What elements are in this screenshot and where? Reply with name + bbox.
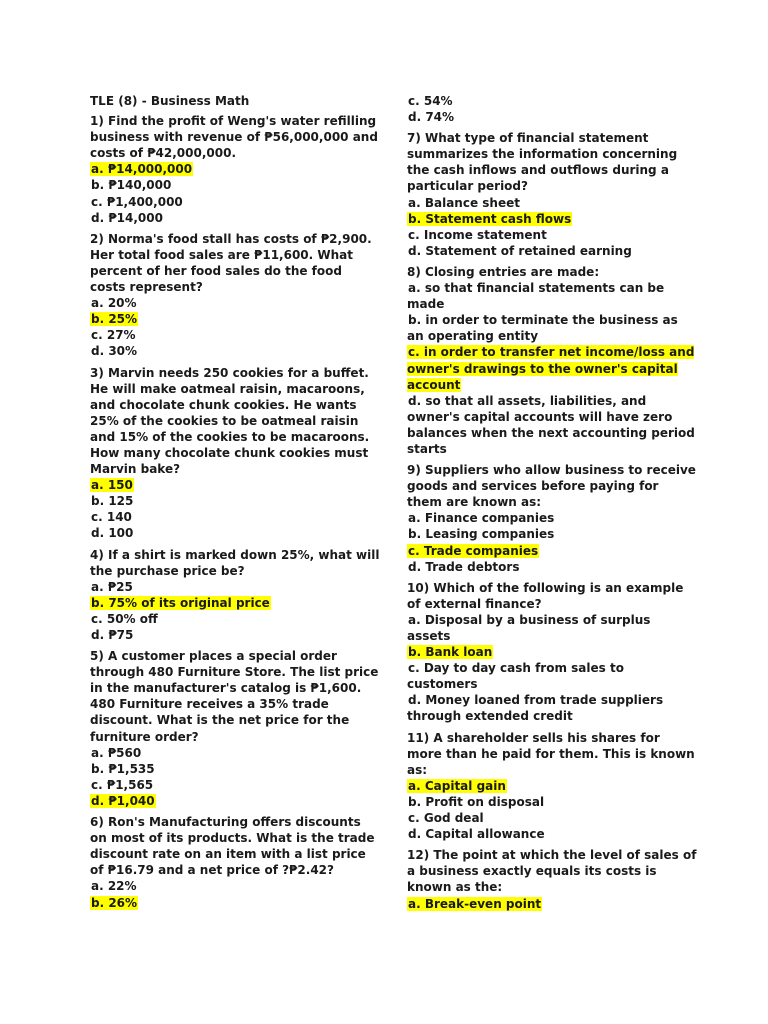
answer-option-highlighted xyxy=(90,477,380,493)
answer-option-text: c. 50% off xyxy=(91,611,158,626)
answer-option-text: d. 30% xyxy=(91,344,138,359)
answer-option xyxy=(407,526,697,542)
answer-option xyxy=(407,280,697,312)
answer-option-text: a. 20% xyxy=(91,296,137,311)
answer-option xyxy=(407,612,697,644)
document-title: TLE (8) - Business Math xyxy=(90,94,250,108)
question-block xyxy=(407,847,697,911)
question-block xyxy=(90,365,380,542)
answer-option-highlighted xyxy=(407,896,697,912)
question-stem: 7) What type of financial statement summarizes the information concerning the cash inflows and outflows during a particular period? xyxy=(407,131,678,194)
answer-option-text: b. Statement cash flows xyxy=(408,211,572,226)
answer-option xyxy=(407,826,697,842)
answer-option-text: b. in order to terminate the business as an operating entity xyxy=(407,313,678,344)
answer-option-text: a. ₱25 xyxy=(91,579,133,594)
answer-option-text: b. Bank loan xyxy=(408,645,493,660)
answer-option xyxy=(90,611,380,627)
answer-option-text: a. ₱14,000,000 xyxy=(91,162,193,177)
answer-option xyxy=(90,525,380,541)
answer-option-text: d. Money loaned from trade suppliers through extended credit xyxy=(407,693,664,724)
question-block xyxy=(407,580,697,725)
answer-option-highlighted xyxy=(90,793,380,809)
answer-option-text: c. 54% xyxy=(408,94,453,108)
answer-option-text: b. 75% of its original price xyxy=(91,595,270,610)
question-stem: 6) Ron's Manufacturing offers discounts on most of its products. What is the trade discount rate on an item with a list price of ₱16.79 and a net price of ?₱2.42? xyxy=(90,815,375,878)
answer-option xyxy=(407,794,697,810)
answer-option-text: a. 150 xyxy=(91,478,133,493)
answer-option xyxy=(407,109,697,125)
answer-option xyxy=(90,295,380,311)
question-block xyxy=(407,93,697,125)
question-stem: 8) Closing entries are made: xyxy=(407,264,600,279)
answer-option xyxy=(407,195,697,211)
answer-option-text: d. Capital allowance xyxy=(408,827,545,842)
question-stem: 10) Which of the following is an example of external finance? xyxy=(407,580,684,611)
question-block xyxy=(407,264,697,457)
answer-option-text: a. Disposal by a business of surplus assets xyxy=(407,612,651,643)
question-stem: 11) A shareholder sells his shares for more than he paid for them. This is known as: xyxy=(407,730,695,777)
answer-option xyxy=(90,327,380,343)
answer-option-highlighted xyxy=(90,895,380,911)
answer-option xyxy=(90,777,380,793)
answer-option xyxy=(90,210,380,226)
question-block xyxy=(407,462,697,575)
answer-option-text: a. Balance sheet xyxy=(408,195,520,210)
answer-option-text: c. Day to day cash from sales to customers xyxy=(407,661,624,692)
question-block xyxy=(90,547,380,644)
answer-option xyxy=(90,177,380,193)
answer-option-highlighted xyxy=(90,311,380,327)
answer-option-highlighted xyxy=(407,344,697,392)
answer-option-text: d. so that all assets, liabilities, and owner's capital accounts will have zero balances when the next accounting period starts xyxy=(407,393,695,456)
answer-option-text: b. 25% xyxy=(91,312,138,327)
answer-option xyxy=(90,509,380,525)
answer-option-highlighted xyxy=(407,778,697,794)
answer-option xyxy=(407,660,697,692)
answer-option-text: a. so that financial statements can be made xyxy=(407,281,665,312)
question-stem: 1) Find the profit of Weng's water refilling business with revenue of ₱56,000,000 and costs of ₱42,000,000. xyxy=(90,114,378,161)
answer-option xyxy=(407,243,697,259)
answer-option-text: d. ₱14,000 xyxy=(91,210,163,225)
answer-option-text: b. 26% xyxy=(91,895,138,910)
answer-option xyxy=(90,343,380,359)
question-block xyxy=(90,113,380,226)
answer-option-highlighted xyxy=(407,644,697,660)
answer-option-text: b. Leasing companies xyxy=(408,527,555,542)
answer-option-text: b. ₱140,000 xyxy=(91,178,172,193)
answer-option-text: d. Statement of retained earning xyxy=(408,243,632,258)
answer-option-text: c. ₱1,400,000 xyxy=(91,194,183,209)
question-stem: 12) The point at which the level of sales of a business exactly equals its costs is known as the: xyxy=(407,848,697,895)
answer-option xyxy=(407,393,697,457)
answer-option xyxy=(407,692,697,724)
answer-option-text: c. in order to transfer net income/loss and owner's drawings to the owner's capital account xyxy=(407,345,695,392)
question-stem: 4) If a shirt is marked down 25%, what will the purchase price be? xyxy=(90,547,380,578)
question-stem: 3) Marvin needs 250 cookies for a buffet. He will make oatmeal raisin, macaroons, and chocolate chunk cookies. He wants 25% of the cookies to be oatmeal raisin and 15% of the cookies to be macaroons. How many chocolate chunk cookies must Marvin bake? xyxy=(90,365,370,477)
answer-option-text: d. Trade debtors xyxy=(408,559,520,574)
answer-option-highlighted xyxy=(90,161,380,177)
answer-option xyxy=(90,878,380,894)
answer-option-text: b. Profit on disposal xyxy=(408,794,545,809)
answer-option-text: a. ₱560 xyxy=(91,745,142,760)
question-stem: 9) Suppliers who allow business to receive goods and services before paying for them are known as: xyxy=(407,463,696,510)
answer-option-text: d. 100 xyxy=(91,526,134,541)
answer-option xyxy=(407,227,697,243)
answer-option-highlighted xyxy=(407,211,697,227)
answer-option-text: c. 27% xyxy=(91,328,136,343)
question-block xyxy=(90,814,380,911)
answer-option-text: c. God deal xyxy=(408,811,484,826)
answer-option-highlighted xyxy=(407,543,697,559)
answer-option xyxy=(407,93,697,109)
question-block xyxy=(407,130,697,259)
answer-option xyxy=(407,559,697,575)
question-stem: 2) Norma's food stall has costs of ₱2,900. Her total food sales are ₱11,600. What percent of her food sales do the food costs represent? xyxy=(90,231,372,295)
answer-option xyxy=(90,745,380,761)
answer-option xyxy=(90,627,380,643)
answer-option-text: c. 140 xyxy=(91,510,132,525)
answer-option-text: b. ₱1,535 xyxy=(91,761,155,776)
answer-option-text: c. ₱1,565 xyxy=(91,777,154,792)
answer-option xyxy=(90,194,380,210)
answer-option xyxy=(407,510,697,526)
answer-option xyxy=(90,761,380,777)
answer-option xyxy=(90,579,380,595)
question-block xyxy=(90,648,380,809)
answer-option-text: a. 22% xyxy=(91,879,137,894)
answer-option-text: c. Income statement xyxy=(408,227,547,242)
answer-option xyxy=(90,493,380,509)
answer-option-text: d. ₱75 xyxy=(91,628,134,642)
answer-option-text: d. 74% xyxy=(408,110,455,125)
answer-option-text: b. 125 xyxy=(91,494,134,509)
answer-option xyxy=(407,810,697,826)
question-stem: 5) A customer places a special order through 480 Furniture Store. The list price in the manufacturer's catalog is ₱1,600. 480 Furniture receives a 35% trade discount. What is the net price for the furniture order? xyxy=(90,649,379,744)
answer-option-text: c. Trade companies xyxy=(408,543,539,558)
answer-option-text: a. Capital gain xyxy=(408,778,506,793)
question-block xyxy=(407,730,697,843)
answer-option xyxy=(407,312,697,344)
answer-option-text: d. ₱1,040 xyxy=(91,793,155,808)
left-column xyxy=(90,93,380,916)
question-block xyxy=(90,231,380,360)
right-column xyxy=(407,93,697,917)
answer-option-text: a. Finance companies xyxy=(408,511,555,526)
answer-option-highlighted xyxy=(90,595,380,611)
answer-option-text: a. Break-even point xyxy=(408,896,542,911)
